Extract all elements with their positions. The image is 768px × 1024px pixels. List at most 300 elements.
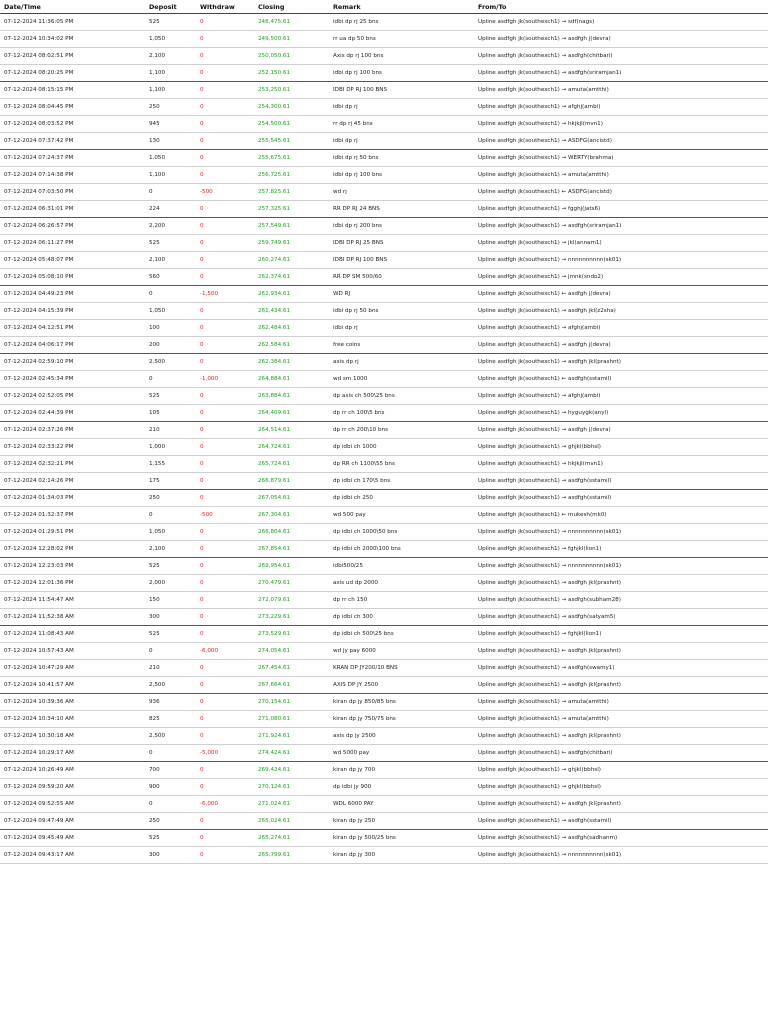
cell-date-time: 07-12-2024 09:52:55 AM [0, 796, 145, 813]
cell-closing: 271,080.61 [254, 711, 329, 728]
cell-closing: 262,934.61 [254, 286, 329, 303]
cell-closing: 267,054.61 [254, 490, 329, 507]
cell-withdraw: 0 [196, 422, 254, 439]
cell-withdraw: 0 [196, 541, 254, 558]
cell-date-time: 07-12-2024 12:01:36 PM [0, 575, 145, 592]
table-row [0, 422, 768, 439]
cell-deposit: 150 [145, 592, 196, 609]
cell-closing: 267,454.61 [254, 660, 329, 677]
cell-closing: 269,424.61 [254, 762, 329, 779]
cell-remark: kiran dp jy 850/85 bns [329, 694, 474, 711]
cell-closing: 267,854.61 [254, 541, 329, 558]
table-row [0, 218, 768, 235]
cell-withdraw: 0 [196, 813, 254, 830]
cell-deposit: 300 [145, 609, 196, 626]
cell-closing: 256,725.61 [254, 167, 329, 184]
table-row [0, 592, 768, 609]
cell-closing: 272,079.61 [254, 592, 329, 609]
cell-remark: RR DP RJ 24 BNS [329, 201, 474, 218]
cell-date-time: 07-12-2024 02:59:10 PM [0, 354, 145, 371]
cell-from-to: Upline asdfgh jk(southexch1) → ASDFG(ancistd) [474, 133, 768, 150]
cell-from-to: Upline asdfgh jk(southexch1) → asdfgh jkl(prashnt) [474, 575, 768, 592]
cell-from-to: Upline asdfgh jk(southexch1) → asdfgh(sriramjan1) [474, 218, 768, 235]
cell-closing: 261,434.61 [254, 303, 329, 320]
cell-deposit: 2,100 [145, 541, 196, 558]
table-row [0, 677, 768, 694]
cell-deposit: 900 [145, 779, 196, 796]
cell-from-to: Upline asdfgh jk(southexch1) → asdfgh(sstamil) [474, 813, 768, 830]
cell-closing: 248,475.61 [254, 14, 329, 31]
cell-closing: 273,229.61 [254, 609, 329, 626]
cell-deposit: 1,000 [145, 439, 196, 456]
table-row [0, 99, 768, 116]
cell-withdraw: 0 [196, 694, 254, 711]
cell-from-to: Upline asdfgh jk(southexch1) → jkl(annam1) [474, 235, 768, 252]
cell-date-time: 07-12-2024 08:03:52 PM [0, 116, 145, 133]
cell-from-to: Upline asdfgh jk(southexch1) → hkjkjl(mvn1) [474, 116, 768, 133]
cell-deposit: 1,100 [145, 65, 196, 82]
cell-from-to: Upline asdfgh jk(southexch1) ← asdfgh(chitbari) [474, 745, 768, 762]
cell-closing: 267,304.61 [254, 507, 329, 524]
cell-remark: dp idbi ch 1000\50 bns [329, 524, 474, 541]
cell-deposit: 210 [145, 422, 196, 439]
cell-deposit: 0 [145, 286, 196, 303]
cell-date-time: 07-12-2024 10:34:02 PM [0, 31, 145, 48]
cell-from-to: Upline asdfgh jk(southexch1) → asdfgh(subham28) [474, 592, 768, 609]
header-closing[interactable]: Closing [254, 0, 329, 14]
table-row [0, 371, 768, 388]
cell-closing: 254,500.61 [254, 116, 329, 133]
cell-closing: 264,514.61 [254, 422, 329, 439]
cell-date-time: 07-12-2024 07:24:37 PM [0, 150, 145, 167]
cell-date-time: 07-12-2024 02:32:21 PM [0, 456, 145, 473]
cell-date-time: 07-12-2024 11:54:47 AM [0, 592, 145, 609]
cell-remark: idbi dp rj 100 bns [329, 167, 474, 184]
cell-from-to: Upline asdfgh jk(southexch1) → asdfgh j(devra) [474, 31, 768, 48]
cell-date-time: 07-12-2024 06:11:27 PM [0, 235, 145, 252]
header-withdraw[interactable]: Withdraw [196, 0, 254, 14]
cell-from-to: Upline asdfgh jk(southexch1) → amuta(amtthi) [474, 82, 768, 99]
cell-date-time: 07-12-2024 09:43:17 AM [0, 847, 145, 864]
cell-deposit: 250 [145, 99, 196, 116]
cell-deposit: 224 [145, 201, 196, 218]
cell-withdraw: 0 [196, 150, 254, 167]
table-row [0, 728, 768, 745]
cell-withdraw: 0 [196, 201, 254, 218]
cell-from-to: Upline asdfgh jk(southexch1) → asdfgh(sadhanm) [474, 830, 768, 847]
table-row [0, 337, 768, 354]
cell-withdraw: 0 [196, 660, 254, 677]
cell-closing: 250,050.61 [254, 48, 329, 65]
table-row [0, 558, 768, 575]
cell-closing: 262,484.61 [254, 320, 329, 337]
cell-remark: AXIS DP JY 2500 [329, 677, 474, 694]
cell-withdraw: 0 [196, 626, 254, 643]
cell-withdraw: -500 [196, 507, 254, 524]
cell-date-time: 07-12-2024 12:23:03 PM [0, 558, 145, 575]
table-row [0, 490, 768, 507]
cell-date-time: 07-12-2024 11:52:38 AM [0, 609, 145, 626]
cell-withdraw: 0 [196, 473, 254, 490]
cell-deposit: 1,050 [145, 150, 196, 167]
cell-withdraw: 0 [196, 728, 254, 745]
table-row [0, 150, 768, 167]
cell-deposit: 1,155 [145, 456, 196, 473]
cell-closing: 265,024.61 [254, 813, 329, 830]
cell-remark: kiran dp jy 750/75 bns [329, 711, 474, 728]
cell-from-to: Upline asdfgh jk(southexch1) → WERTY(brahma) [474, 150, 768, 167]
cell-remark: kiran dp jy 250 [329, 813, 474, 830]
cell-remark: free coins [329, 337, 474, 354]
cell-from-to: Upline asdfgh jk(southexch1) → ghjkl(bbhsl) [474, 439, 768, 456]
table-row [0, 286, 768, 303]
cell-deposit: 0 [145, 507, 196, 524]
cell-date-time: 07-12-2024 07:14:38 PM [0, 167, 145, 184]
cell-date-time: 07-12-2024 02:44:39 PM [0, 405, 145, 422]
table-row [0, 201, 768, 218]
table-row [0, 133, 768, 150]
cell-deposit: 936 [145, 694, 196, 711]
cell-withdraw: 0 [196, 592, 254, 609]
cell-deposit: 525 [145, 626, 196, 643]
table-row [0, 48, 768, 65]
cell-closing: 262,374.61 [254, 269, 329, 286]
cell-from-to: Upline asdfgh jk(southexch1) → fgghj(jats6) [474, 201, 768, 218]
cell-from-to: Upline asdfgh jk(southexch1) → hkjkjl(mvn1) [474, 456, 768, 473]
cell-remark: wd 5000 pay [329, 745, 474, 762]
cell-deposit: 0 [145, 643, 196, 660]
cell-date-time: 07-12-2024 06:31:01 PM [0, 201, 145, 218]
cell-remark: idbi dp rj [329, 133, 474, 150]
cell-withdraw: 0 [196, 847, 254, 864]
table-row [0, 320, 768, 337]
cell-withdraw: 0 [196, 82, 254, 99]
cell-remark: idbi dp rj 25 bns [329, 14, 474, 31]
cell-date-time: 07-12-2024 07:37:42 PM [0, 133, 145, 150]
cell-date-time: 07-12-2024 10:34:10 AM [0, 711, 145, 728]
cell-from-to: Upline asdfgh jk(southexch1) → nnnnnnnnnn(sk01) [474, 847, 768, 864]
cell-deposit: 945 [145, 116, 196, 133]
cell-remark: Axis dp rj 100 bns [329, 48, 474, 65]
cell-withdraw: 0 [196, 388, 254, 405]
header-remark[interactable]: Remark [329, 0, 474, 14]
header-from-to[interactable]: From/To [474, 0, 768, 14]
cell-closing: 265,724.61 [254, 456, 329, 473]
cell-closing: 249,500.61 [254, 31, 329, 48]
table-header [0, 0, 768, 14]
cell-deposit: 2,000 [145, 575, 196, 592]
cell-from-to: Upline asdfgh jk(southexch1) → asdfgh(satyam5) [474, 609, 768, 626]
cell-closing: 266,804.61 [254, 524, 329, 541]
cell-remark: dp rr ch 200\10 bns [329, 422, 474, 439]
cell-remark: dp idbi ch 250 [329, 490, 474, 507]
table-row [0, 762, 768, 779]
cell-deposit: 525 [145, 558, 196, 575]
header-row [0, 0, 768, 14]
cell-closing: 264,724.61 [254, 439, 329, 456]
table-row [0, 541, 768, 558]
table-row [0, 813, 768, 830]
cell-withdraw: 0 [196, 320, 254, 337]
cell-from-to: Upline asdfgh jk(southexch1) → afghj(ambi) [474, 388, 768, 405]
cell-date-time: 07-12-2024 10:26:49 AM [0, 762, 145, 779]
cell-deposit: 525 [145, 235, 196, 252]
cell-withdraw: 0 [196, 456, 254, 473]
table-row [0, 609, 768, 626]
table-row [0, 473, 768, 490]
cell-from-to: Upline asdfgh jk(southexch1) ← asdfgh(sstamil) [474, 371, 768, 388]
cell-closing: 259,749.61 [254, 235, 329, 252]
cell-closing: 270,124.61 [254, 779, 329, 796]
cell-date-time: 07-12-2024 10:41:57 AM [0, 677, 145, 694]
cell-withdraw: 0 [196, 677, 254, 694]
cell-withdraw: -1,000 [196, 371, 254, 388]
cell-deposit: 300 [145, 847, 196, 864]
cell-closing: 260,274.61 [254, 252, 329, 269]
cell-from-to: Upline asdfgh jk(southexch1) → asdfgh jkl(z2sha) [474, 303, 768, 320]
cell-date-time: 07-12-2024 09:45:49 AM [0, 830, 145, 847]
cell-withdraw: 0 [196, 235, 254, 252]
cell-withdraw: 0 [196, 830, 254, 847]
cell-date-time: 07-12-2024 09:47:49 AM [0, 813, 145, 830]
cell-deposit: 200 [145, 337, 196, 354]
cell-date-time: 07-12-2024 10:29:17 AM [0, 745, 145, 762]
cell-from-to: Upline asdfgh jk(southexch1) → fghjkl(lion1) [474, 626, 768, 643]
cell-withdraw: -1,500 [196, 286, 254, 303]
cell-closing: 255,675.61 [254, 150, 329, 167]
cell-remark: RR DP SM 500/60 [329, 269, 474, 286]
table-row [0, 660, 768, 677]
cell-deposit: 130 [145, 133, 196, 150]
cell-closing: 267,664.61 [254, 677, 329, 694]
cell-withdraw: 0 [196, 252, 254, 269]
cell-date-time: 07-12-2024 02:33:22 PM [0, 439, 145, 456]
table-row [0, 14, 768, 31]
header-deposit[interactable]: Deposit [145, 0, 196, 14]
cell-deposit: 0 [145, 796, 196, 813]
cell-withdraw: 0 [196, 14, 254, 31]
cell-from-to: Upline asdfgh jk(southexch1) → asdfgh j(devra) [474, 337, 768, 354]
cell-from-to: Upline asdfgh jk(southexch1) → amuta(amtthi) [474, 167, 768, 184]
cell-closing: 253,250.61 [254, 82, 329, 99]
cell-withdraw: 0 [196, 133, 254, 150]
cell-remark: IDBI DP RJ 100 BNS [329, 82, 474, 99]
cell-from-to: Upline asdfgh jk(southexch1) → nnnnnnnnnn(sk01) [474, 524, 768, 541]
cell-remark: dp idbi ch 500\25 bns [329, 626, 474, 643]
cell-deposit: 1,050 [145, 524, 196, 541]
cell-deposit: 2,200 [145, 218, 196, 235]
cell-withdraw: 0 [196, 558, 254, 575]
table-row [0, 796, 768, 813]
cell-withdraw: 0 [196, 609, 254, 626]
cell-date-time: 07-12-2024 02:45:34 PM [0, 371, 145, 388]
cell-from-to: Upline asdfgh jk(southexch1) → fghjkl(lion1) [474, 541, 768, 558]
cell-deposit: 525 [145, 14, 196, 31]
table-row [0, 252, 768, 269]
cell-closing: 271,024.61 [254, 796, 329, 813]
cell-deposit: 2,100 [145, 252, 196, 269]
table-row [0, 779, 768, 796]
cell-date-time: 07-12-2024 10:39:36 AM [0, 694, 145, 711]
cell-from-to: Upline asdfgh jk(southexch1) → jmnk(sndo2) [474, 269, 768, 286]
cell-date-time: 07-12-2024 11:36:05 PM [0, 14, 145, 31]
cell-withdraw: -6,000 [196, 643, 254, 660]
cell-deposit: 1,050 [145, 303, 196, 320]
cell-deposit: 210 [145, 660, 196, 677]
cell-from-to: Upline asdfgh jk(southexch1) → afghj(ambi) [474, 320, 768, 337]
cell-remark: WD RJ [329, 286, 474, 303]
cell-deposit: 825 [145, 711, 196, 728]
table-row [0, 354, 768, 371]
cell-remark: idbi dp rj 50 bns [329, 303, 474, 320]
cell-date-time: 07-12-2024 08:02:51 PM [0, 48, 145, 65]
cell-date-time: 07-12-2024 05:08:10 PM [0, 269, 145, 286]
cell-from-to: Upline asdfgh jk(southexch1) → asdfgh j(devra) [474, 422, 768, 439]
cell-closing: 257,325.61 [254, 201, 329, 218]
cell-closing: 265,799.61 [254, 847, 329, 864]
cell-remark: KRAN DP JY200/10 BNS [329, 660, 474, 677]
cell-closing: 273,529.61 [254, 626, 329, 643]
cell-from-to: Upline asdfgh jk(southexch1) ← mukesh(mk0) [474, 507, 768, 524]
table-row [0, 626, 768, 643]
cell-withdraw: 0 [196, 524, 254, 541]
cell-remark: dp rr ch 150 [329, 592, 474, 609]
cell-date-time: 07-12-2024 02:14:26 PM [0, 473, 145, 490]
cell-deposit: 175 [145, 473, 196, 490]
table-row [0, 643, 768, 660]
cell-from-to: Upline asdfgh jk(southexch1) → asdfgh(sstamil) [474, 473, 768, 490]
cell-deposit: 0 [145, 184, 196, 201]
cell-from-to: Upline asdfgh jk(southexch1) → amuta(amtthi) [474, 694, 768, 711]
cell-remark: rr ua dp 50 bns [329, 31, 474, 48]
cell-deposit: 1,050 [145, 31, 196, 48]
cell-withdraw: 0 [196, 116, 254, 133]
cell-deposit: 1,100 [145, 167, 196, 184]
cell-closing: 257,549.61 [254, 218, 329, 235]
cell-from-to: Upline asdfgh jk(southexch1) ← asdfgh jkl(prashnt) [474, 643, 768, 660]
cell-from-to: Upline asdfgh jk(southexch1) → asdfgh jkl(prashnt) [474, 728, 768, 745]
cell-closing: 269,954.61 [254, 558, 329, 575]
table-row [0, 694, 768, 711]
cell-remark: dp RR ch 1100\55 bns [329, 456, 474, 473]
table-row [0, 184, 768, 201]
cell-from-to: Upline asdfgh jk(southexch1) → asdfgh(sstamil) [474, 490, 768, 507]
cell-closing: 274,054.61 [254, 643, 329, 660]
table-row [0, 524, 768, 541]
cell-withdraw: -500 [196, 184, 254, 201]
cell-withdraw: 0 [196, 303, 254, 320]
cell-date-time: 07-12-2024 08:20:25 PM [0, 65, 145, 82]
cell-from-to: Upline asdfgh jk(southexch1) → amuta(amtthi) [474, 711, 768, 728]
cell-deposit: 525 [145, 388, 196, 405]
cell-deposit: 525 [145, 830, 196, 847]
cell-withdraw: 0 [196, 99, 254, 116]
cell-remark: dp idbi jy 900 [329, 779, 474, 796]
table-row [0, 303, 768, 320]
cell-date-time: 07-12-2024 09:59:20 AM [0, 779, 145, 796]
cell-from-to: Upline asdfgh jk(southexch1) ← ASDFG(ancistd) [474, 184, 768, 201]
cell-withdraw: 0 [196, 31, 254, 48]
cell-date-time: 07-12-2024 01:32:37 PM [0, 507, 145, 524]
cell-remark: wd rj [329, 184, 474, 201]
cell-deposit: 700 [145, 762, 196, 779]
cell-remark: idbi500/25 [329, 558, 474, 575]
cell-remark: idbi dp rj 200 bns [329, 218, 474, 235]
cell-closing: 257,825.61 [254, 184, 329, 201]
cell-date-time: 07-12-2024 04:15:39 PM [0, 303, 145, 320]
cell-remark: axis ud dp 2000 [329, 575, 474, 592]
cell-withdraw: 0 [196, 762, 254, 779]
cell-remark: rr dp rj 45 bns [329, 116, 474, 133]
cell-closing: 255,545.61 [254, 133, 329, 150]
cell-date-time: 07-12-2024 08:15:15 PM [0, 82, 145, 99]
cell-remark: axis dp rj [329, 354, 474, 371]
table-row [0, 405, 768, 422]
cell-withdraw: 0 [196, 490, 254, 507]
table-row [0, 507, 768, 524]
cell-closing: 266,879.61 [254, 473, 329, 490]
table-row [0, 711, 768, 728]
table-row [0, 745, 768, 762]
header-date-time[interactable]: Date/Time [0, 0, 145, 14]
cell-remark: kiran dp jy 300 [329, 847, 474, 864]
table-row [0, 456, 768, 473]
cell-from-to: Upline asdfgh jk(southexch1) → sdf(nags) [474, 14, 768, 31]
cell-withdraw: 0 [196, 439, 254, 456]
cell-withdraw: 0 [196, 65, 254, 82]
cell-closing: 264,409.61 [254, 405, 329, 422]
cell-remark: dp idbi ch 1000 [329, 439, 474, 456]
cell-closing: 263,884.61 [254, 388, 329, 405]
cell-remark: wd jy pay 6000 [329, 643, 474, 660]
cell-date-time: 07-12-2024 04:12:51 PM [0, 320, 145, 337]
cell-from-to: Upline asdfgh jk(southexch1) → asdfgh(chitbari) [474, 48, 768, 65]
cell-withdraw: 0 [196, 48, 254, 65]
cell-withdraw: 0 [196, 218, 254, 235]
cell-date-time: 07-12-2024 05:48:07 PM [0, 252, 145, 269]
cell-withdraw: 0 [196, 779, 254, 796]
cell-date-time: 07-12-2024 02:37:26 PM [0, 422, 145, 439]
cell-withdraw: 0 [196, 575, 254, 592]
table-row [0, 847, 768, 864]
cell-deposit: 0 [145, 745, 196, 762]
cell-closing: 262,584.61 [254, 337, 329, 354]
cell-from-to: Upline asdfgh jk(southexch1) → ghjkl(bbhsl) [474, 779, 768, 796]
cell-date-time: 07-12-2024 12:28:02 PM [0, 541, 145, 558]
cell-withdraw: -6,000 [196, 796, 254, 813]
cell-remark: WDL 6000 PAY [329, 796, 474, 813]
cell-remark: wd sm 1000 [329, 371, 474, 388]
cell-deposit: 250 [145, 813, 196, 830]
cell-remark: IDBI DP RJ 100 BNS [329, 252, 474, 269]
cell-remark: axis dp jy 2500 [329, 728, 474, 745]
table-row [0, 235, 768, 252]
cell-deposit: 0 [145, 371, 196, 388]
cell-date-time: 07-12-2024 01:34:03 PM [0, 490, 145, 507]
cell-date-time: 07-12-2024 10:57:43 AM [0, 643, 145, 660]
table-row [0, 388, 768, 405]
cell-closing: 264,884.61 [254, 371, 329, 388]
cell-date-time: 07-12-2024 02:52:05 PM [0, 388, 145, 405]
cell-remark: idbi dp rj [329, 320, 474, 337]
cell-date-time: 07-12-2024 01:29:51 PM [0, 524, 145, 541]
cell-withdraw: 0 [196, 269, 254, 286]
table-row [0, 439, 768, 456]
cell-from-to: Upline asdfgh jk(southexch1) ← asdfgh j(devra) [474, 286, 768, 303]
table-row [0, 830, 768, 847]
cell-from-to: Upline asdfgh jk(southexch1) → afghj(ambi) [474, 99, 768, 116]
cell-remark: dp rr ch 100\5 bns [329, 405, 474, 422]
